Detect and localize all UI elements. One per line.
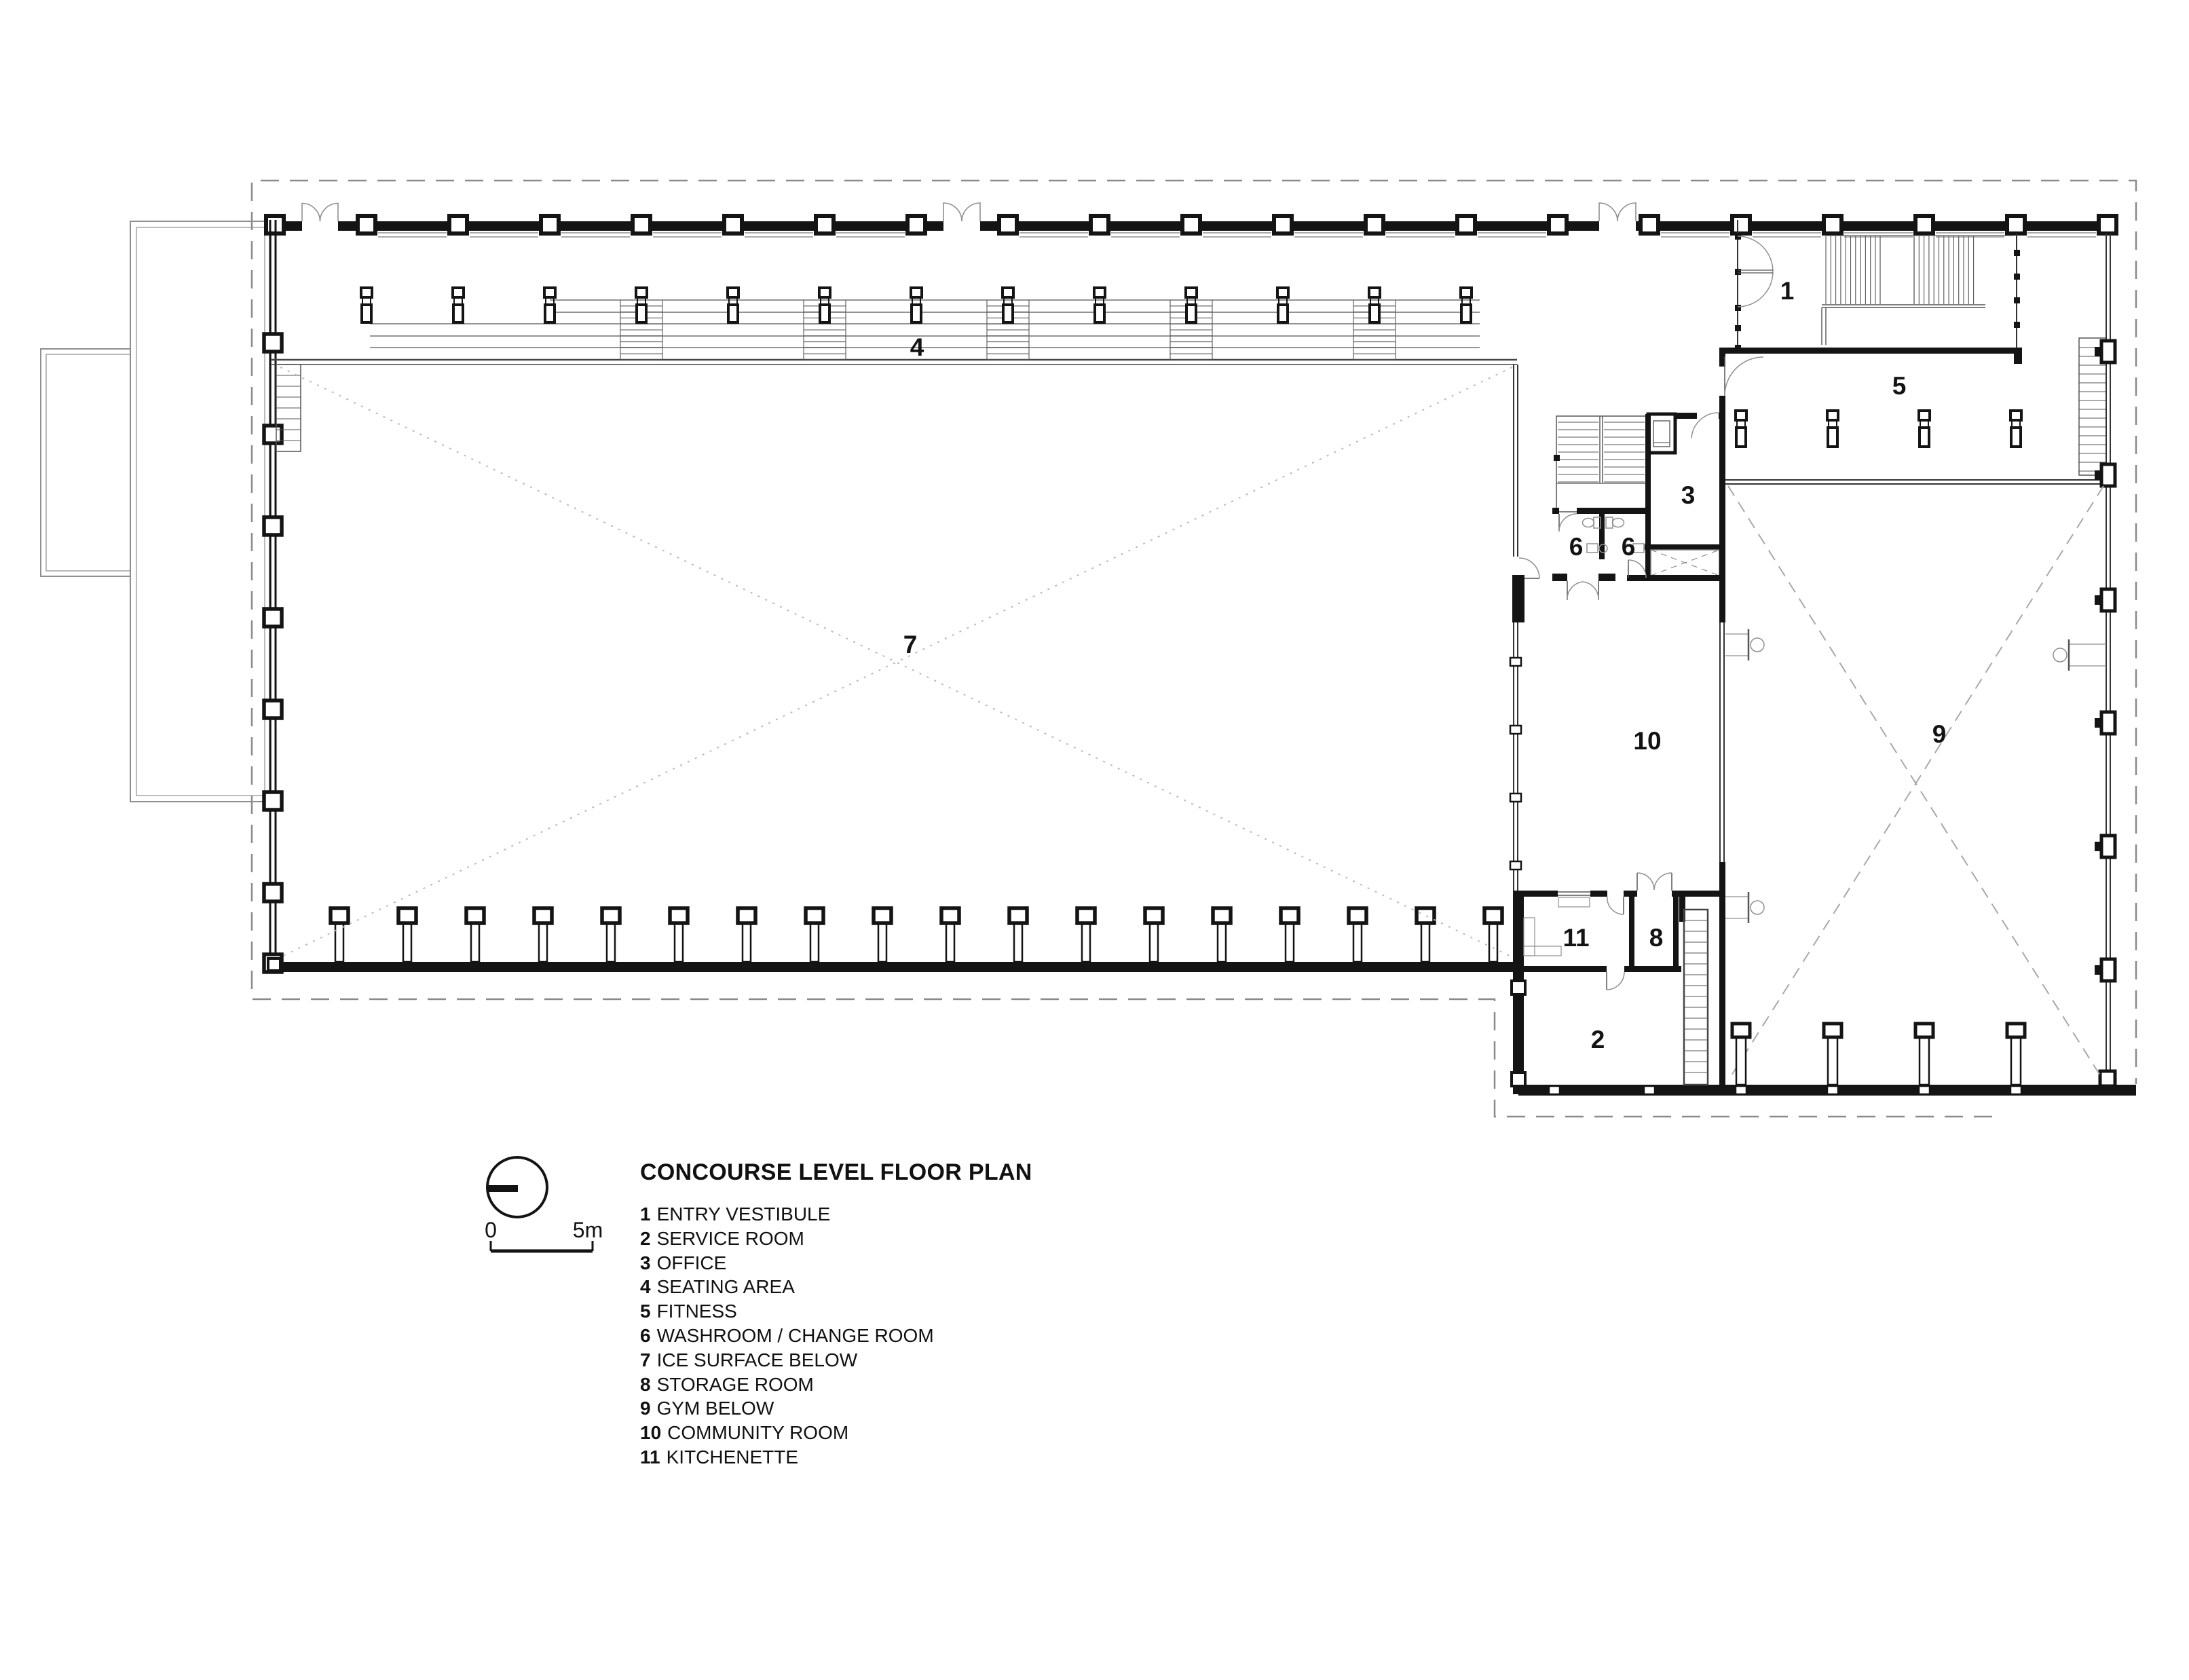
legend-item	[640, 1275, 1032, 1299]
room-label-fitness: 5	[1892, 372, 1907, 400]
plan-linework	[41, 181, 2136, 1117]
legend-item-number: 6	[640, 1324, 651, 1346]
legend-item-label: SEATING AREA	[656, 1276, 795, 1298]
legend-item	[640, 1324, 1032, 1348]
room-label-gym: 9	[1932, 720, 1947, 748]
plan-title: CONCOURSE LEVEL FLOOR PLAN	[640, 1159, 1032, 1185]
legend-item-label: ICE SURFACE BELOW	[656, 1349, 858, 1370]
legend-block	[640, 1159, 1032, 1470]
legend-item-label: WASHROOM / CHANGE ROOM	[656, 1324, 934, 1346]
legend-item	[640, 1445, 1032, 1470]
legend-item-number: 3	[640, 1252, 651, 1273]
legend-item-label: GYM BELOW	[656, 1398, 774, 1419]
north-arrow-icon	[487, 1157, 547, 1217]
legend-item-number: 4	[640, 1276, 651, 1298]
legend	[640, 1202, 1032, 1470]
legend-item-number: 1	[640, 1203, 651, 1225]
legend-item	[640, 1202, 1032, 1227]
legend-item	[640, 1299, 1032, 1324]
legend-item-label: SERVICE ROOM	[656, 1227, 804, 1249]
room-label-kitchenette: 11	[1563, 924, 1590, 952]
legend-item-label: COMMUNITY ROOM	[667, 1422, 849, 1444]
room-label-community: 10	[1633, 727, 1662, 755]
legend-item	[640, 1373, 1032, 1397]
legend-item-number: 10	[640, 1422, 662, 1444]
room-label-service: 2	[1590, 1026, 1605, 1053]
legend-item-label: STORAGE ROOM	[656, 1373, 814, 1395]
legend-item-label: OFFICE	[656, 1252, 727, 1273]
legend-item	[640, 1396, 1032, 1421]
scale-bar	[485, 1218, 603, 1251]
legend-item	[640, 1421, 1032, 1445]
legend-item-number: 9	[640, 1398, 651, 1419]
legend-item-label: ENTRY VESTIBULE	[656, 1203, 831, 1225]
room-label-storage: 8	[1649, 924, 1664, 952]
legend-item	[640, 1348, 1032, 1373]
legend-item-number: 5	[640, 1301, 651, 1322]
room-label-seating-area: 4	[910, 333, 924, 361]
legend-item	[640, 1251, 1032, 1275]
room-label-entry: 1	[1780, 277, 1795, 305]
room-label-ice-surface: 7	[903, 631, 918, 658]
legend-item-label: KITCHENETTE	[666, 1446, 799, 1468]
scale-five-label: 5m	[572, 1218, 603, 1242]
legend-item-number: 11	[640, 1446, 660, 1468]
scale-zero-label: 0	[485, 1218, 497, 1242]
room-label-washroom-b: 6	[1621, 533, 1636, 561]
legend-item-number: 2	[640, 1227, 651, 1249]
room-label-office: 3	[1681, 481, 1696, 509]
legend-item-number: 8	[640, 1373, 651, 1395]
legend-item-label: FITNESS	[656, 1301, 737, 1322]
legend-item	[640, 1227, 1032, 1251]
room-label-washroom-a: 6	[1569, 533, 1584, 561]
legend-item-number: 7	[640, 1349, 651, 1370]
